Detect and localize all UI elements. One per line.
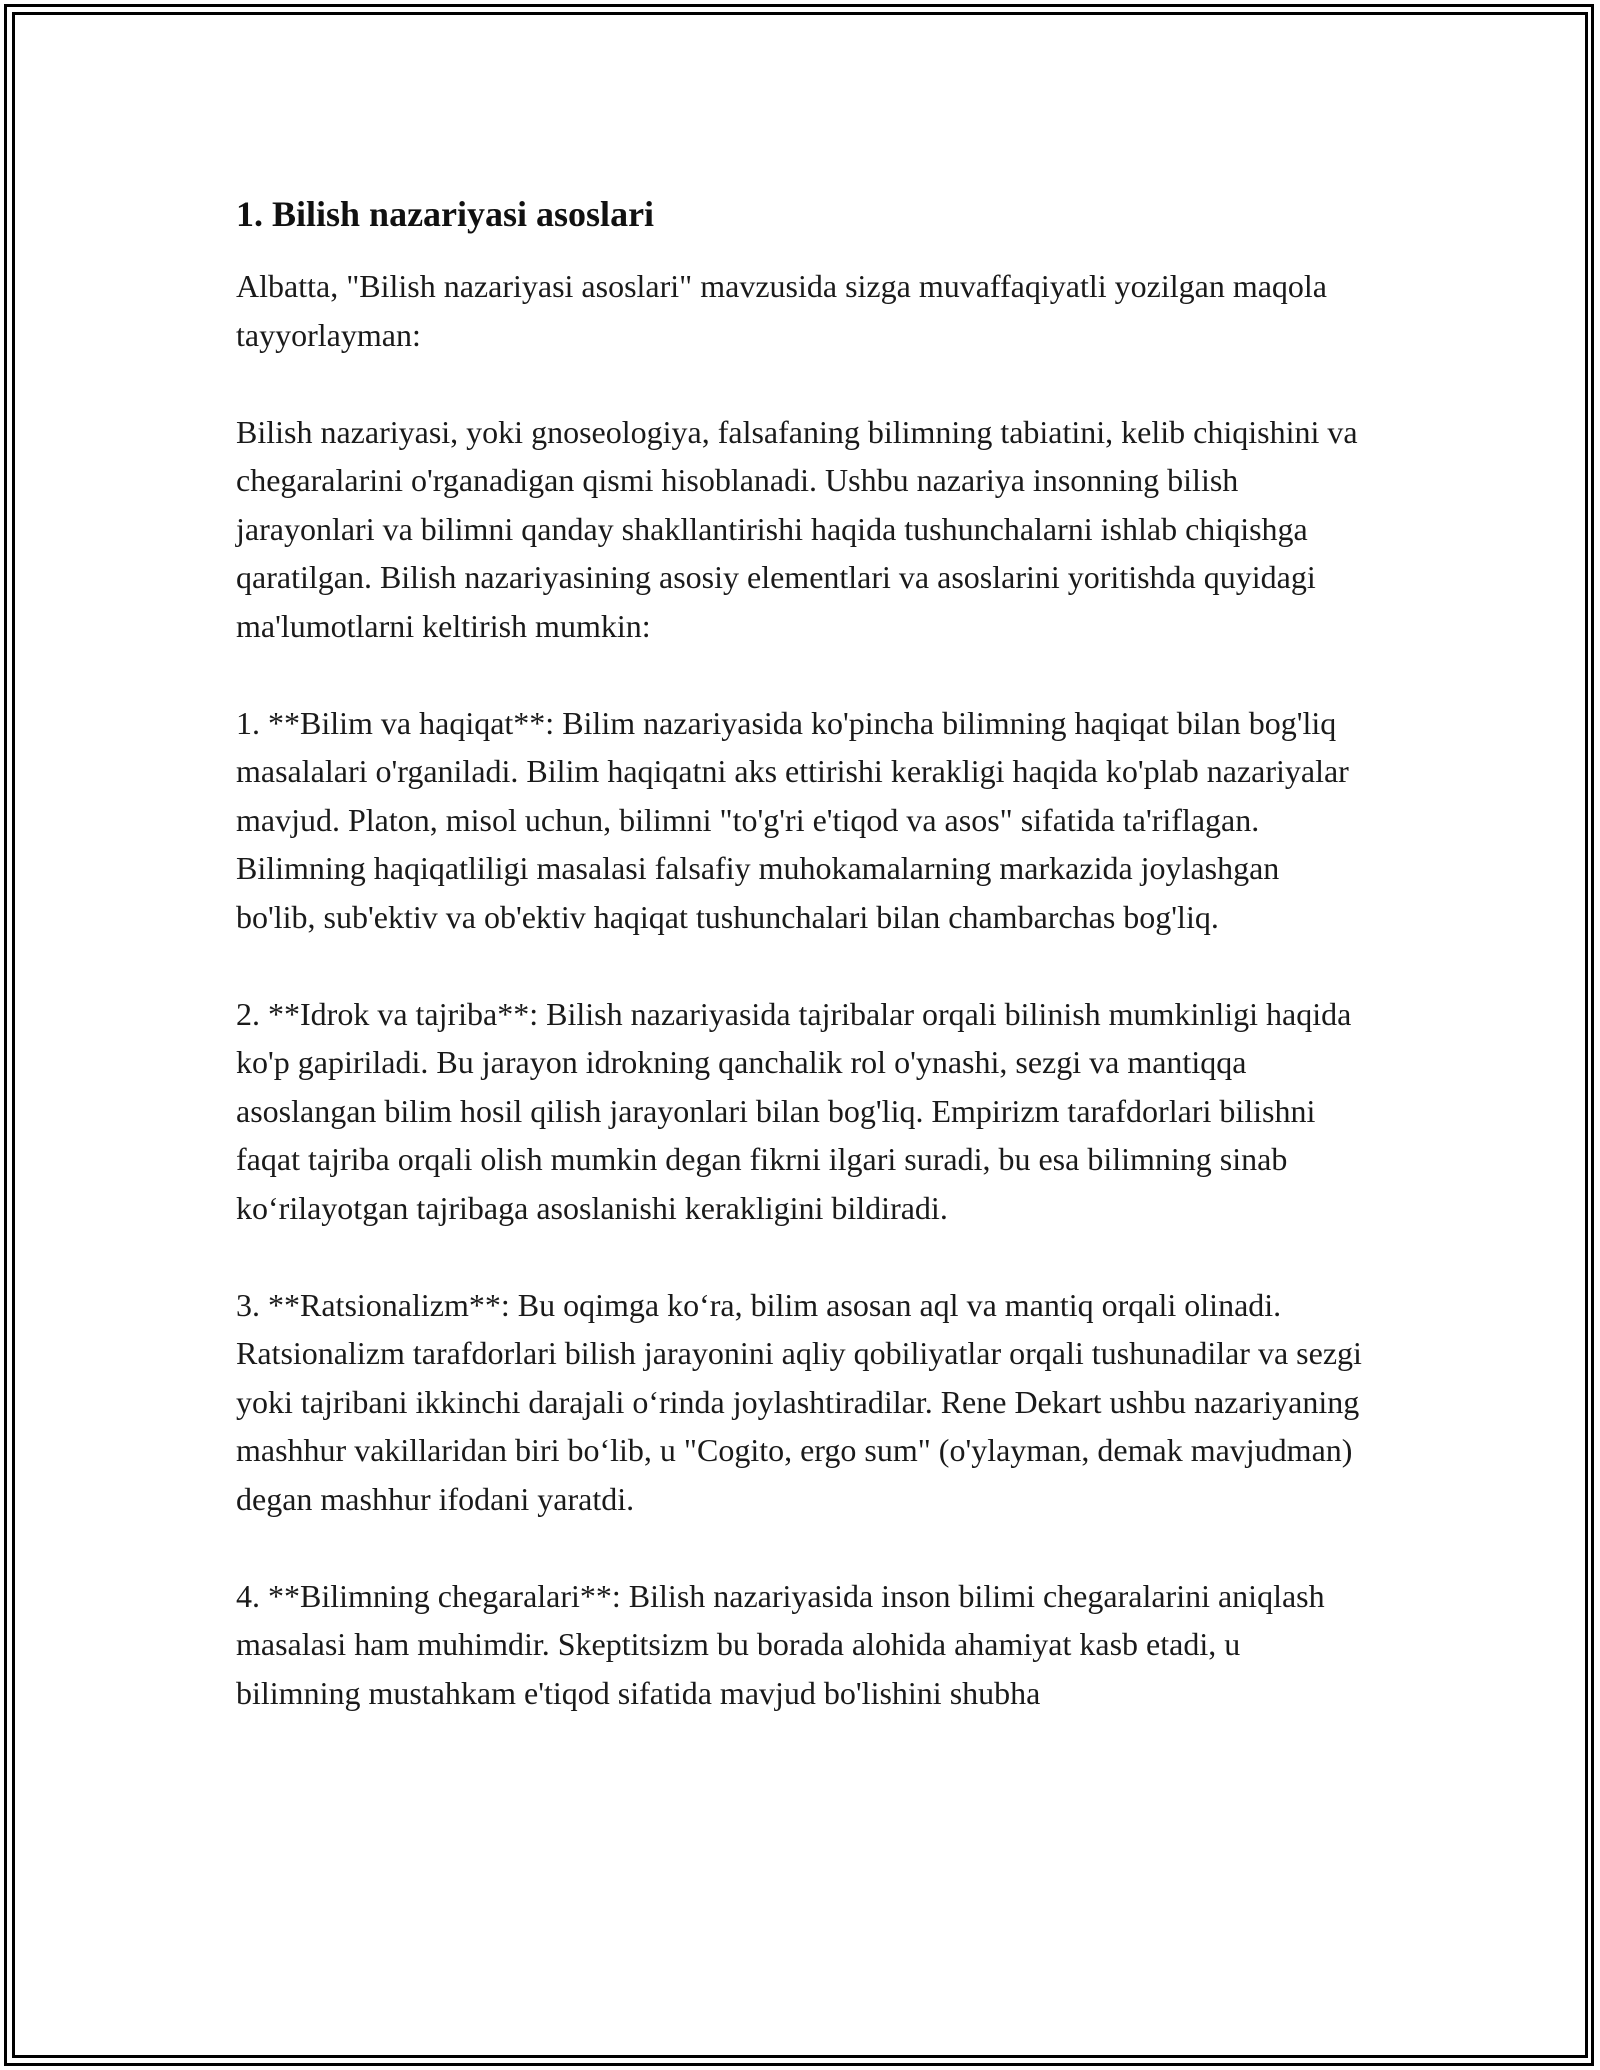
section-ratsionalizm: 3. **Ratsionalizm**: Bu oqimga koʻra, bilim asosan aql va mantiq orqali olinadi. Ratsionalizm tarafdorlari bilish jarayonini aqliy qobiliyatlar orqali tushunadilar va sezgi yoki tajribani ikkinchi darajali oʻrinda joylashtiradilar. Rene Dekart ushbu nazariyaning mashhur vakillaridan biri boʻlib, u "Cogito, ergo sum" (o'ylayman, demak mavjudman) degan mashhur ifodani yaratdi. <box>236 1286 1362 1517</box>
section-bilim-va-haqiqat: 1. **Bilim va haqiqat**: Bilim nazariyasida ko'pincha bilimning haqiqat bilan bog'liq masalalari o'rganiladi. Bilim haqiqatni aks ettirishi kerakligi haqida ko'plab nazariyalar mavjud. Platon, misol uchun, bilimni "to'g'ri e'tiqod va asos" sifatida ta'riflagan. Bilimning haqiqatliligi masalasi falsafiy muhokamalarning markazida joylashgan bo'lib, sub'ektiv va ob'ektiv haqiqat tushunchalari bilan chambarchas bog'liq. <box>236 704 1349 935</box>
document-title: 1. Bilish nazariyasi asoslari <box>236 194 655 234</box>
document-page <box>236 190 1366 1766</box>
intro-paragraph: Albatta, "Bilish nazariyasi asoslari" mavzusida sizga muvaffaqiyatli yozilgan maqola tayyorlayman: <box>236 268 1327 353</box>
section-idrok-va-tajriba: 2. **Idrok va tajriba**: Bilish nazariyasida tajribalar orqali bilinish mumkinligi haqida ko'p gapiriladi. Bu jarayon idrokning qanchalik rol o'ynashi, sezgi va mantiqqa asoslangan bilim hosil qilish jarayonlari bilan bog'liq. Empirizm tarafdorlari bilishni faqat tajriba orqali olish mumkin degan fikrni ilgari suradi, bu esa bilimning sinab koʻrilayotgan tajribaga asoslanishi kerakligini bildiradi. <box>236 995 1352 1226</box>
section-bilimning-chegaralari: 4. **Bilimning chegaralari**: Bilish nazariyasida inson bilimi chegaralarini aniqlash masalasi ham muhimdir. Skeptitsizm bu borada alohida ahamiyat kasb etadi, u bilimning mustahkam e'tiqod sifatida mavjud bo'lishini shubha <box>236 1577 1325 1711</box>
definition-paragraph: Bilish nazariyasi, yoki gnoseologiya, falsafaning bilimning tabiatini, kelib chiqishini va chegaralarini o'rganadigan qismi hisoblanadi. Ushbu nazariya insonning bilish jarayonlari va bilimni qanday shakllantirishi haqida tushunchalarni ishlab chiqishga qaratilgan. Bilish nazariyasining asosiy elementlari va asoslarini yoritishda quyidagi ma'lumotlarni keltirish mumkin: <box>236 413 1358 644</box>
